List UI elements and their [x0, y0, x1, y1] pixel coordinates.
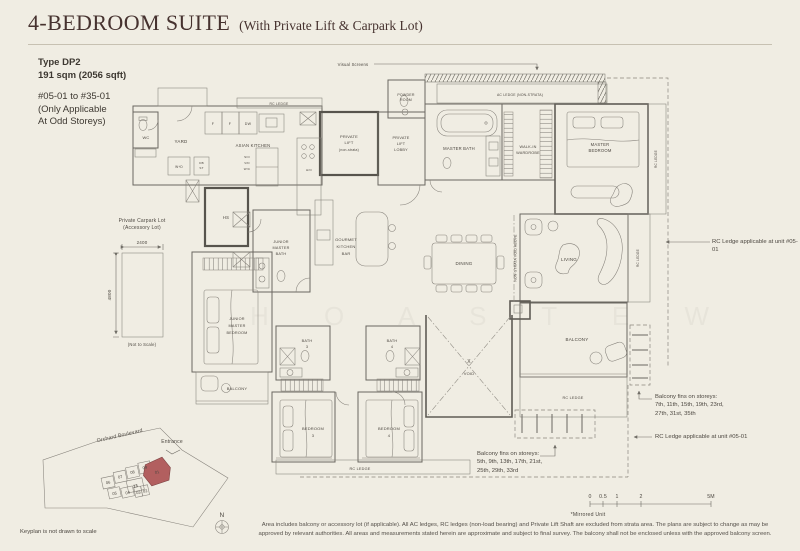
unit-type: Type DP2	[38, 57, 81, 68]
svg-text:JUNIOR: JUNIOR	[273, 240, 289, 244]
wd-label: W+D	[175, 165, 183, 169]
svg-text:BAR: BAR	[341, 251, 351, 256]
svg-text:F: F	[228, 122, 232, 126]
svg-text:X: X	[467, 359, 471, 365]
svg-text:BEDROOM: BEDROOM	[377, 426, 401, 431]
unit-info: Type DP2 191 sqm (2056 sqft) #05-01 to #35-01 (Only Applicable At Odd Storeys)	[38, 57, 127, 128]
svg-text:04: 04	[124, 489, 131, 496]
svg-text:W/C: W/C	[243, 167, 251, 171]
svg-text:RC LEDGE: RC LEDGE	[636, 249, 640, 267]
svg-text:V/D: V/D	[244, 161, 250, 165]
unit-area: 191 sqm (2056 sqft)	[38, 69, 127, 81]
svg-text:LIFT: LIFT	[396, 142, 406, 146]
keyplan-street: Orchard Boulevard	[96, 427, 144, 445]
svg-text:BEDROOM: BEDROOM	[588, 148, 612, 153]
svg-text:0: 0	[588, 494, 592, 500]
keyplan-units	[99, 456, 175, 504]
svg-text:05: 05	[111, 490, 118, 497]
jm-balcony-label: BALCONY	[226, 386, 248, 391]
keyplan	[43, 428, 229, 534]
svg-text:09: 09	[142, 464, 148, 471]
page-header	[28, 10, 423, 36]
ac-ledge-label: AC LEDGE (NON-STRATA)	[496, 93, 544, 97]
carpark-note: (Not to Scale)	[127, 342, 157, 347]
keyplan-unit-01: 01	[154, 469, 160, 475]
void-label: VOID	[463, 371, 475, 376]
svg-text:PRIVATE: PRIVATE	[392, 136, 410, 140]
svg-text:BATH: BATH	[386, 339, 398, 343]
svg-text:0.5: 0.5	[599, 494, 607, 500]
svg-text:MASTER: MASTER	[272, 246, 290, 250]
svg-text:GOURMET: GOURMET	[335, 237, 357, 242]
svg-text:LOBBY: LOBBY	[394, 148, 408, 152]
page-title: 4-BEDROOM SUITE	[28, 10, 231, 35]
svg-text:WALK-IN: WALK-IN	[519, 145, 537, 149]
svg-text:RC LEDGE: RC LEDGE	[562, 396, 584, 400]
master-bath-label: MASTER BATH	[443, 146, 475, 151]
balcony-label: BALCONY	[565, 337, 589, 342]
svg-text:BATH: BATH	[275, 252, 287, 256]
svg-text:Private Carpark Lot: Private Carpark Lot	[118, 218, 166, 224]
svg-text:POWDER: POWDER	[397, 93, 415, 97]
svg-text:ST: ST	[199, 166, 204, 170]
svg-text:DW: DW	[244, 122, 252, 126]
top-ledges	[237, 74, 607, 108]
svg-text:BATH: BATH	[301, 339, 313, 343]
mirrored-unit-note: *Mirrored Unit	[570, 512, 606, 518]
svg-text:KITCHEN: KITCHEN	[336, 244, 356, 249]
keyplan-entrance: Entrance	[161, 439, 183, 445]
svg-text:MASTER: MASTER	[590, 142, 610, 147]
svg-text:(non-strata): (non-strata)	[339, 148, 359, 152]
carpark-width-dim: 2400	[136, 240, 148, 245]
carpark-depth-dim: 4800	[107, 289, 112, 301]
rc-ledge-top-label: RC LEDGE	[269, 102, 289, 106]
annotation-leaders	[540, 242, 710, 456]
void-above-label: NON-STRATA VOID ABOVE	[513, 234, 518, 282]
svg-text:BEDROOM: BEDROOM	[226, 331, 248, 335]
svg-text:F: F	[211, 122, 215, 126]
svg-text:4: 4	[387, 433, 391, 438]
rc-ledge-note-top: RC Ledge applicable at unit #05-01	[712, 239, 798, 254]
header-divider	[28, 44, 772, 45]
unit-range: #05-01 to #35-01	[38, 91, 111, 103]
watermark: H O A S T E W	[250, 301, 733, 331]
balcony-fins-note-bottom: Balcony fins on storeys: 5th, 9th, 13th, 17th, 21st, 25th, 29th, 33rd	[477, 451, 543, 474]
svg-text:07: 07	[117, 473, 123, 480]
svg-text:06: 06	[105, 479, 111, 486]
carpark-diagram	[107, 218, 166, 347]
ho-label: H/O	[306, 168, 312, 172]
visual-screens-label: Visual Screens	[337, 62, 369, 67]
yard-label: YARD	[174, 139, 188, 144]
balcony-fins-note-right: Balcony fins on storeys: 7th, 11th, 15th, 19th, 23rd, 27th, 31st, 35th	[655, 394, 724, 417]
wc-label: WC	[142, 135, 150, 140]
svg-text:(Accessory Lot): (Accessory Lot)	[123, 225, 161, 231]
scale-bar	[571, 494, 715, 518]
hs-label: HS	[222, 215, 230, 220]
compass-n: N	[219, 512, 225, 519]
svg-text:3: 3	[311, 433, 315, 438]
asian-kitchen-label: ASIAN KITCHEN	[235, 143, 271, 148]
dining-label: DINING	[455, 261, 473, 266]
disclaimer: Area includes balcony or accessory lot (if applicable). All AC ledges, RC ledges (non-load bearing) and Private Lift Shaft are excluded from strata area. The plans are subject to change as may be approved by relevant authorities. All areas and measurements stated herein are approximate and subject to final survey. The balcony shall not be enclosed unless with the approved balcony screen.	[258, 522, 772, 538]
svg-text:RC LEDGE: RC LEDGE	[349, 467, 371, 471]
svg-text:RC LEDGE: RC LEDGE	[654, 150, 658, 168]
svg-text:03: 03	[135, 489, 142, 496]
svg-text:5M: 5M	[707, 494, 715, 500]
svg-text:3: 3	[305, 345, 309, 349]
svg-text:ROOM: ROOM	[400, 98, 412, 102]
svg-text:BEDROOM: BEDROOM	[301, 426, 325, 431]
living-label: LIVING	[561, 257, 577, 262]
svg-text:WARDROBE: WARDROBE	[516, 151, 540, 155]
keyplan-tower: 23	[132, 482, 139, 489]
svg-text:1: 1	[615, 494, 619, 500]
svg-text:LIFT: LIFT	[344, 140, 354, 145]
svg-text:2: 2	[639, 494, 643, 500]
svg-text:MASTER: MASTER	[228, 324, 246, 328]
svg-text:08: 08	[129, 469, 136, 475]
svg-text:PRIVATE: PRIVATE	[340, 134, 358, 139]
page-subtitle: (With Private Lift & Carpark Lot)	[239, 18, 423, 33]
svg-text:4: 4	[390, 345, 394, 349]
svg-text:S/O: S/O	[244, 155, 250, 159]
rc-ledge-note-bottom: RC Ledge applicable at unit #05-01	[655, 434, 748, 440]
fixtures	[135, 96, 639, 458]
svg-text:02: 02	[142, 487, 148, 494]
compass	[216, 512, 229, 534]
keyplan-note: Keyplan is not drawn to scale	[20, 529, 97, 535]
svg-text:JUNIOR: JUNIOR	[229, 317, 245, 321]
svg-text:DB: DB	[199, 161, 204, 165]
